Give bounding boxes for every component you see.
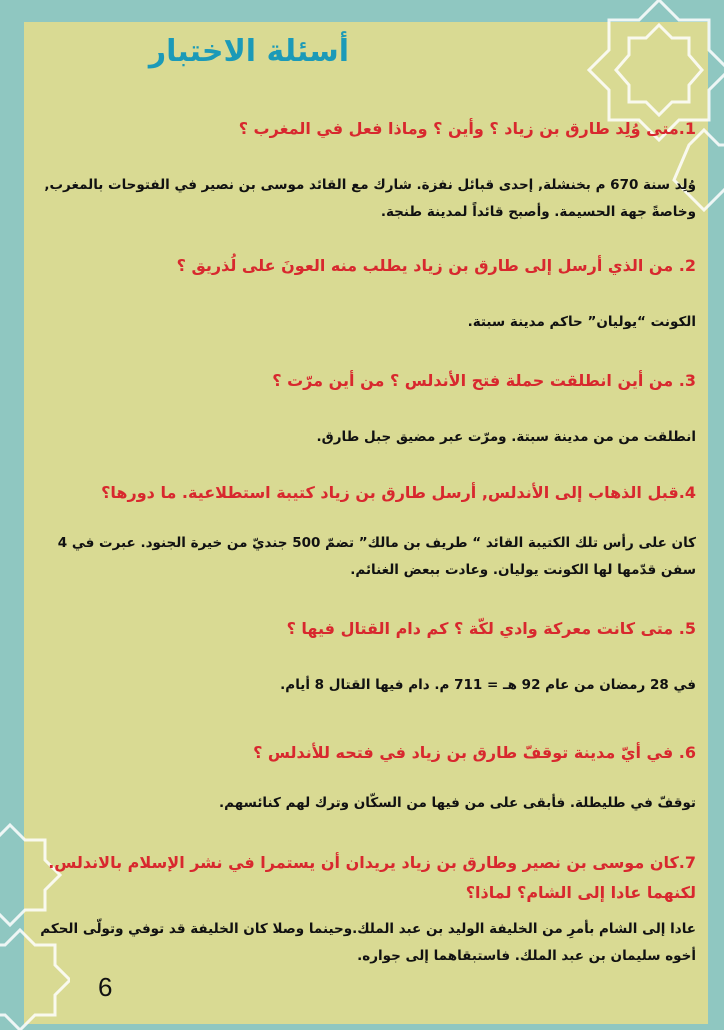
answer-5: في 28 رمضان من عام 92 هـ = 711 م. دام فيها القتال 8 أيام. xyxy=(280,677,696,693)
question-block-3 xyxy=(40,366,696,451)
question-1: 1.متى وُلِد طارق بن زياد ؟ وأين ؟ وماذا فعل في المغرب ؟ xyxy=(238,119,696,138)
question-block-5 xyxy=(40,614,696,699)
answer-2: الكونت “يوليان” حاكم مدينة سبتة. xyxy=(467,314,696,330)
question-7: 7.كان موسى بن نصير وطارق بن زياد يريدان أن يستمرا في نشر الإسلام بالاندلس. لكنهما عادا إلى الشام؟ لماذا؟ xyxy=(48,853,696,902)
question-block-2 xyxy=(40,251,696,336)
answer-7: عادا إلى الشام بأمرِ من الخليفة الوليد بن عبد الملك.وحينما وصلا كان الخليفة قد توفي وتولّى الحكم أخوه سليمان بن عبد الملك. فاستبقاهما إلى جواره. xyxy=(40,921,696,964)
page-title: أسئلة الاختبار xyxy=(148,34,349,69)
question-2: 2. من الذي أرسل إلى طارق بن زياد يطلب منه العونَ على لُذريق ؟ xyxy=(176,256,696,275)
question-5: 5. متى كانت معركة وادي لكّة ؟ كم دام القتال فيها ؟ xyxy=(286,619,696,638)
question-block-1 xyxy=(40,114,696,226)
question-block-6 xyxy=(40,738,696,817)
answer-1: وُلِد سنة 670 م بخنشلة, إحدى قبائل نفزة. شارك مع القائد موسى بن نصير في الفتوحات بالمغرب, وخاصةً جهة الحسيمة. وأصبح قائداً لمدينة طنجة. xyxy=(44,177,696,220)
question-4: 4.قبل الذهاب إلى الأندلس, أرسل طارق بن زياد كتيبة استطلاعية. ما دورها؟ xyxy=(101,483,696,502)
answer-4: كان على رأس تلك الكتيبة القائد “ طريف بن مالك” تضمّ 500 جنديّ من خيرة الجنود. عبرت في 4 سفن قدّمها لها الكونت يوليان. وعادت ببعض الغنائم. xyxy=(57,535,696,578)
answer-6: توقفّ في طليطلة. فأبقى على من فيها من السكّان وترك لهم كنائسهم. xyxy=(219,795,696,811)
page-number: 6 xyxy=(98,972,113,1002)
question-6: 6. في أيّ مدينة توقفّ طارق بن زياد في فتحه للأندلس ؟ xyxy=(253,743,696,762)
question-3: 3. من أين انطلقت حملة فتح الأندلس ؟ من أين مرّت ؟ xyxy=(272,371,696,390)
question-block-4 xyxy=(40,478,696,584)
answer-3: انطلقت من من مدينة سبتة. ومرّت عبر مضيق جبل طارق. xyxy=(316,429,696,445)
question-block-7 xyxy=(40,848,696,970)
